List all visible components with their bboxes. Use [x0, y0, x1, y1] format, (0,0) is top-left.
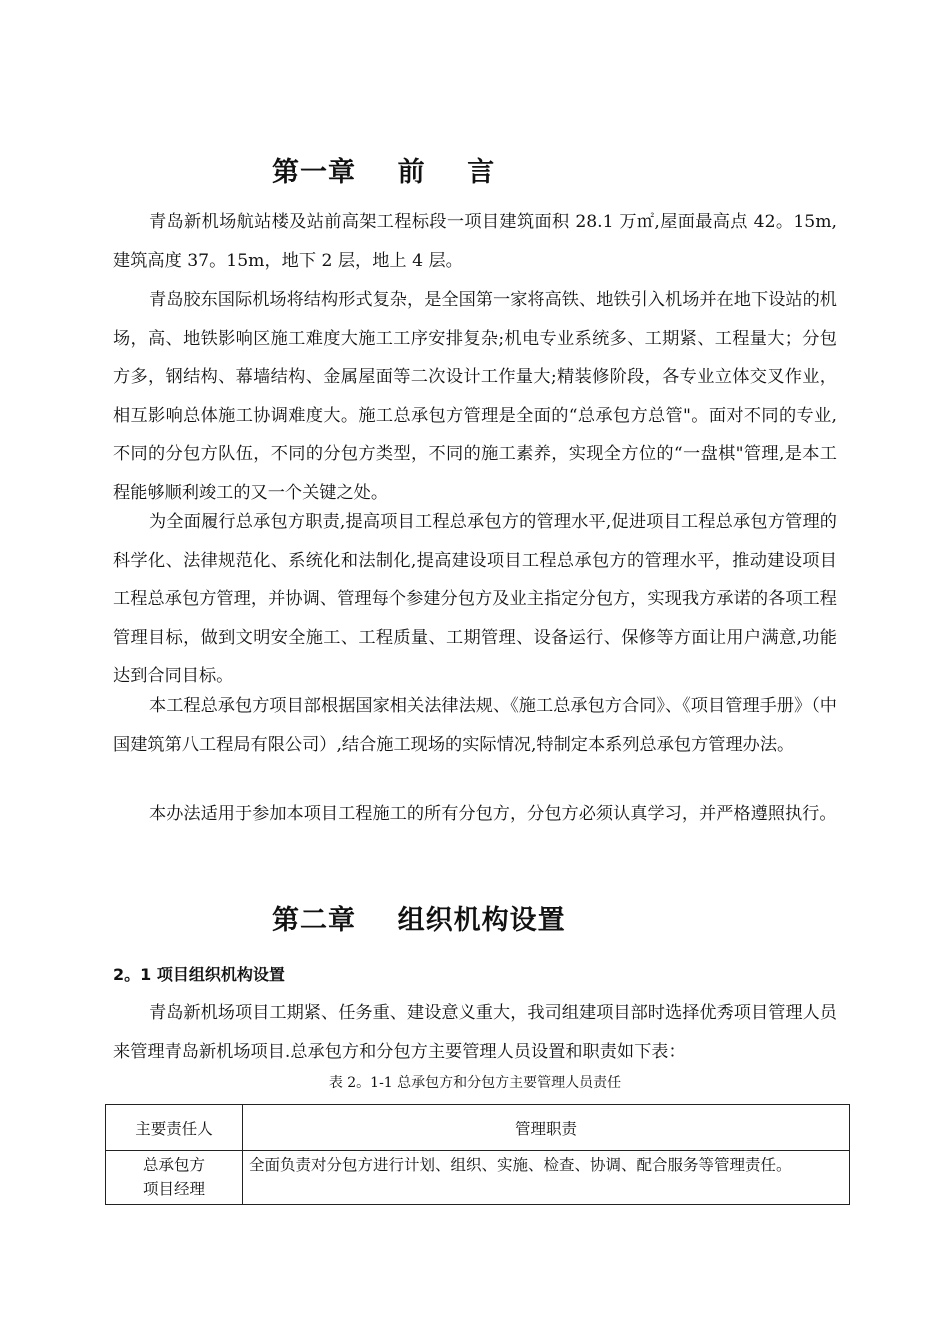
- table-caption: 表 2。1-1 总承包方和分包方主要管理人员责任: [328, 1075, 622, 1091]
- chapter-1-title: 第一章 前 言: [272, 157, 496, 188]
- role-line: 总承包方: [142, 1156, 205, 1174]
- paragraph-2: 青岛胶东国际机场将结构形式复杂，是全国第一家将高铁、地铁引入机场并在地下设站的机场，高、地铁影响区施工难度大施工工序安排复杂;机电专业系统多、工期紧、工程量大；分包方多，钢结构、幕墙结构、金属屋面等二次设计工作量大;精装修阶段，各专业立体交叉作业，相互影响总体施工协调难度大。施工总承包方管理是全面的“总承包方总管"。面对不同的专业,不同的分包方队伍，不同的分包方类型，不同的施工素养，实现全方位的“一盘棋"管理,是本工程能够顺利竣工的又一个关键之处。: [113, 290, 837, 503]
- paragraph-4: 本工程总承包方项目部根据国家相关法律法规、《施工总承包方合同》、《项目管理手册》（中国建筑第八工程局有限公司）,结合施工现场的实际情况,特制定本系列总承包方管理办法。: [113, 696, 837, 755]
- chapter-2-title: 第二章 组织机构设置: [272, 905, 566, 936]
- role-cell: [106, 1151, 243, 1205]
- header-responsible-person: 主要责任人: [106, 1105, 243, 1151]
- table-header-row: [106, 1105, 850, 1151]
- section-paragraph: 青岛新机场项目工期紧、任务重、建设意义重大，我司组建项目部时选择优秀项目管理人员来管理青岛新机场项目.总承包方和分包方主要管理人员设置和职责如下表：: [113, 1003, 837, 1062]
- duty-cell: 全面负责对分包方进行计划、组织、实施、检查、协调、配合服务等管理责任。: [243, 1151, 850, 1205]
- header-management-duty: 管理职责: [243, 1105, 850, 1151]
- paragraph-1: 青岛新机场航站楼及站前高架工程标段一项目建筑面积 28.1 万㎡,屋面最高点 42。15m,建筑高度 37。15m，地下 2 层，地上 4 层。: [113, 212, 837, 271]
- table-row: [106, 1151, 850, 1205]
- section-heading: 2。1 项目组织机构设置: [113, 965, 285, 984]
- responsibility-table: [105, 1104, 850, 1205]
- role-line: 项目经理: [142, 1180, 205, 1198]
- paragraph-5: 本办法适用于参加本项目工程施工的所有分包方，分包方必须认真学习，并严格遵照执行。: [149, 804, 837, 824]
- paragraph-3: 为全面履行总承包方职责,提高项目工程总承包方的管理水平,促进项目工程总承包方管理的科学化、法律规范化、系统化和法制化,提高建设项目工程总承包方的管理水平，推动建设项目工程总承包方管理，并协调、管理每个参建分包方及业主指定分包方，实现我方承诺的各项工程管理目标，做到文明安全施工、工程质量、工期管理、设备运行、保修等方面让用户满意,功能达到合同目标。: [113, 512, 837, 686]
